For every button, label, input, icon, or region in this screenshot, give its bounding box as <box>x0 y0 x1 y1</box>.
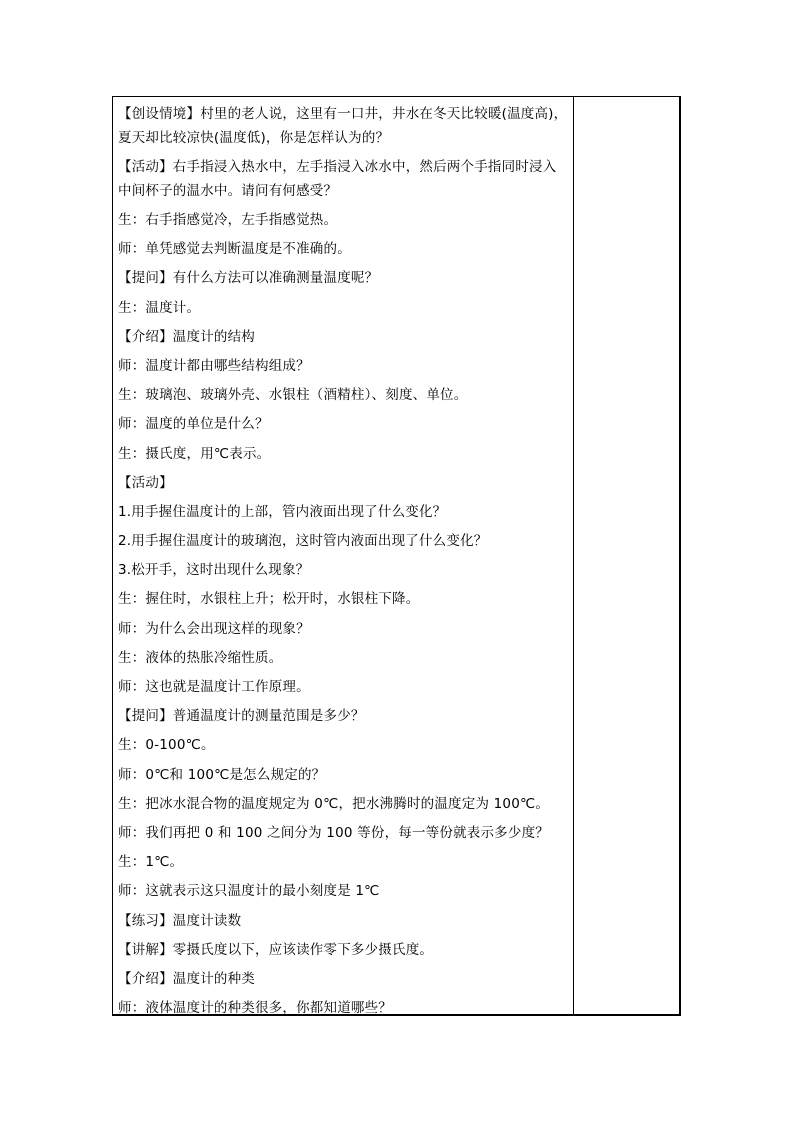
text-line: 【练习】温度计读数 <box>118 912 242 929</box>
lesson-content-cell <box>118 100 570 1023</box>
text-line: 师：单凭感觉去判断温度是不准确的。 <box>118 241 351 258</box>
column-divider <box>573 96 574 1016</box>
text-line: 【活动】右手指浸入热水中，左手指浸入冰水中，然后两个手指同时浸入 <box>118 159 557 175</box>
text-line: 【活动】 <box>118 474 173 491</box>
text-line: 师：为什么会出现这样的现象？ <box>118 620 310 637</box>
text-line: 【讲解】零摄氏度以下，应该读作零下多少摄氏度。 <box>118 941 434 958</box>
text-line: 师：温度计都由哪些结构组成？ <box>118 357 310 374</box>
text-line: 生：右手指感觉冷，左手指感觉热。 <box>118 212 338 228</box>
text-line: 中间杯子的温水中。请问有何感受？ <box>118 183 338 199</box>
text-line: 师：这就表示这只温度计的最小刻度是 1℃ <box>118 883 380 900</box>
text-line: 生：玻璃泡、玻璃外壳、水银柱（酒精柱）、刻度、单位。 <box>118 387 468 404</box>
text-line: 师：0℃和 100℃是怎么规定的？ <box>118 766 326 783</box>
text-line: 2.用手握住温度计的玻璃泡，这时管内液面出现了什么变化？ <box>118 533 488 550</box>
text-line: 生：把冰水混合物的温度规定为 0℃，把水沸腾时的温度定为 100℃。 <box>118 795 550 812</box>
text-line: 【介绍】温度计的种类 <box>118 970 255 987</box>
text-line: 师：温度的单位是什么？ <box>118 416 269 433</box>
text-line: 夏天却比较凉快(温度低)，你是怎样认为的？ <box>118 130 390 146</box>
text-line: 师：我们再把 0 和 100 之间分为 100 等份，每一等份就表示多少度？ <box>118 824 549 841</box>
text-line: 【提问】普通温度计的测量范围是多少？ <box>118 708 365 725</box>
text-line: 师：液体温度计的种类很多，你都知道哪些？ <box>118 1000 392 1017</box>
text-line: 【创设情境】村里的老人说，这里有一口井，井水在冬天比较暖(温度高)， <box>118 106 568 122</box>
text-line: 生：握住时，水银柱上升；松开时，水银柱下降。 <box>118 591 420 608</box>
text-line: 生：液体的热胀冷缩性质。 <box>118 649 283 666</box>
text-line: 1.用手握住温度计的上部，管内液面出现了什么变化？ <box>118 503 447 520</box>
text-line: 师：这也就是温度计工作原理。 <box>118 679 310 695</box>
text-line: 3.松开手，这时出现什么现象？ <box>118 562 310 579</box>
text-line: 【介绍】温度计的结构 <box>118 328 255 345</box>
text-line: 生：温度计。 <box>118 299 201 316</box>
text-line: 【提问】有什么方法可以准确测量温度呢？ <box>118 270 379 287</box>
text-line: 生：0-100℃。 <box>118 737 215 754</box>
text-line: 生：摄氏度，用℃表示。 <box>118 445 271 462</box>
text-line: 生：1℃。 <box>118 854 184 871</box>
